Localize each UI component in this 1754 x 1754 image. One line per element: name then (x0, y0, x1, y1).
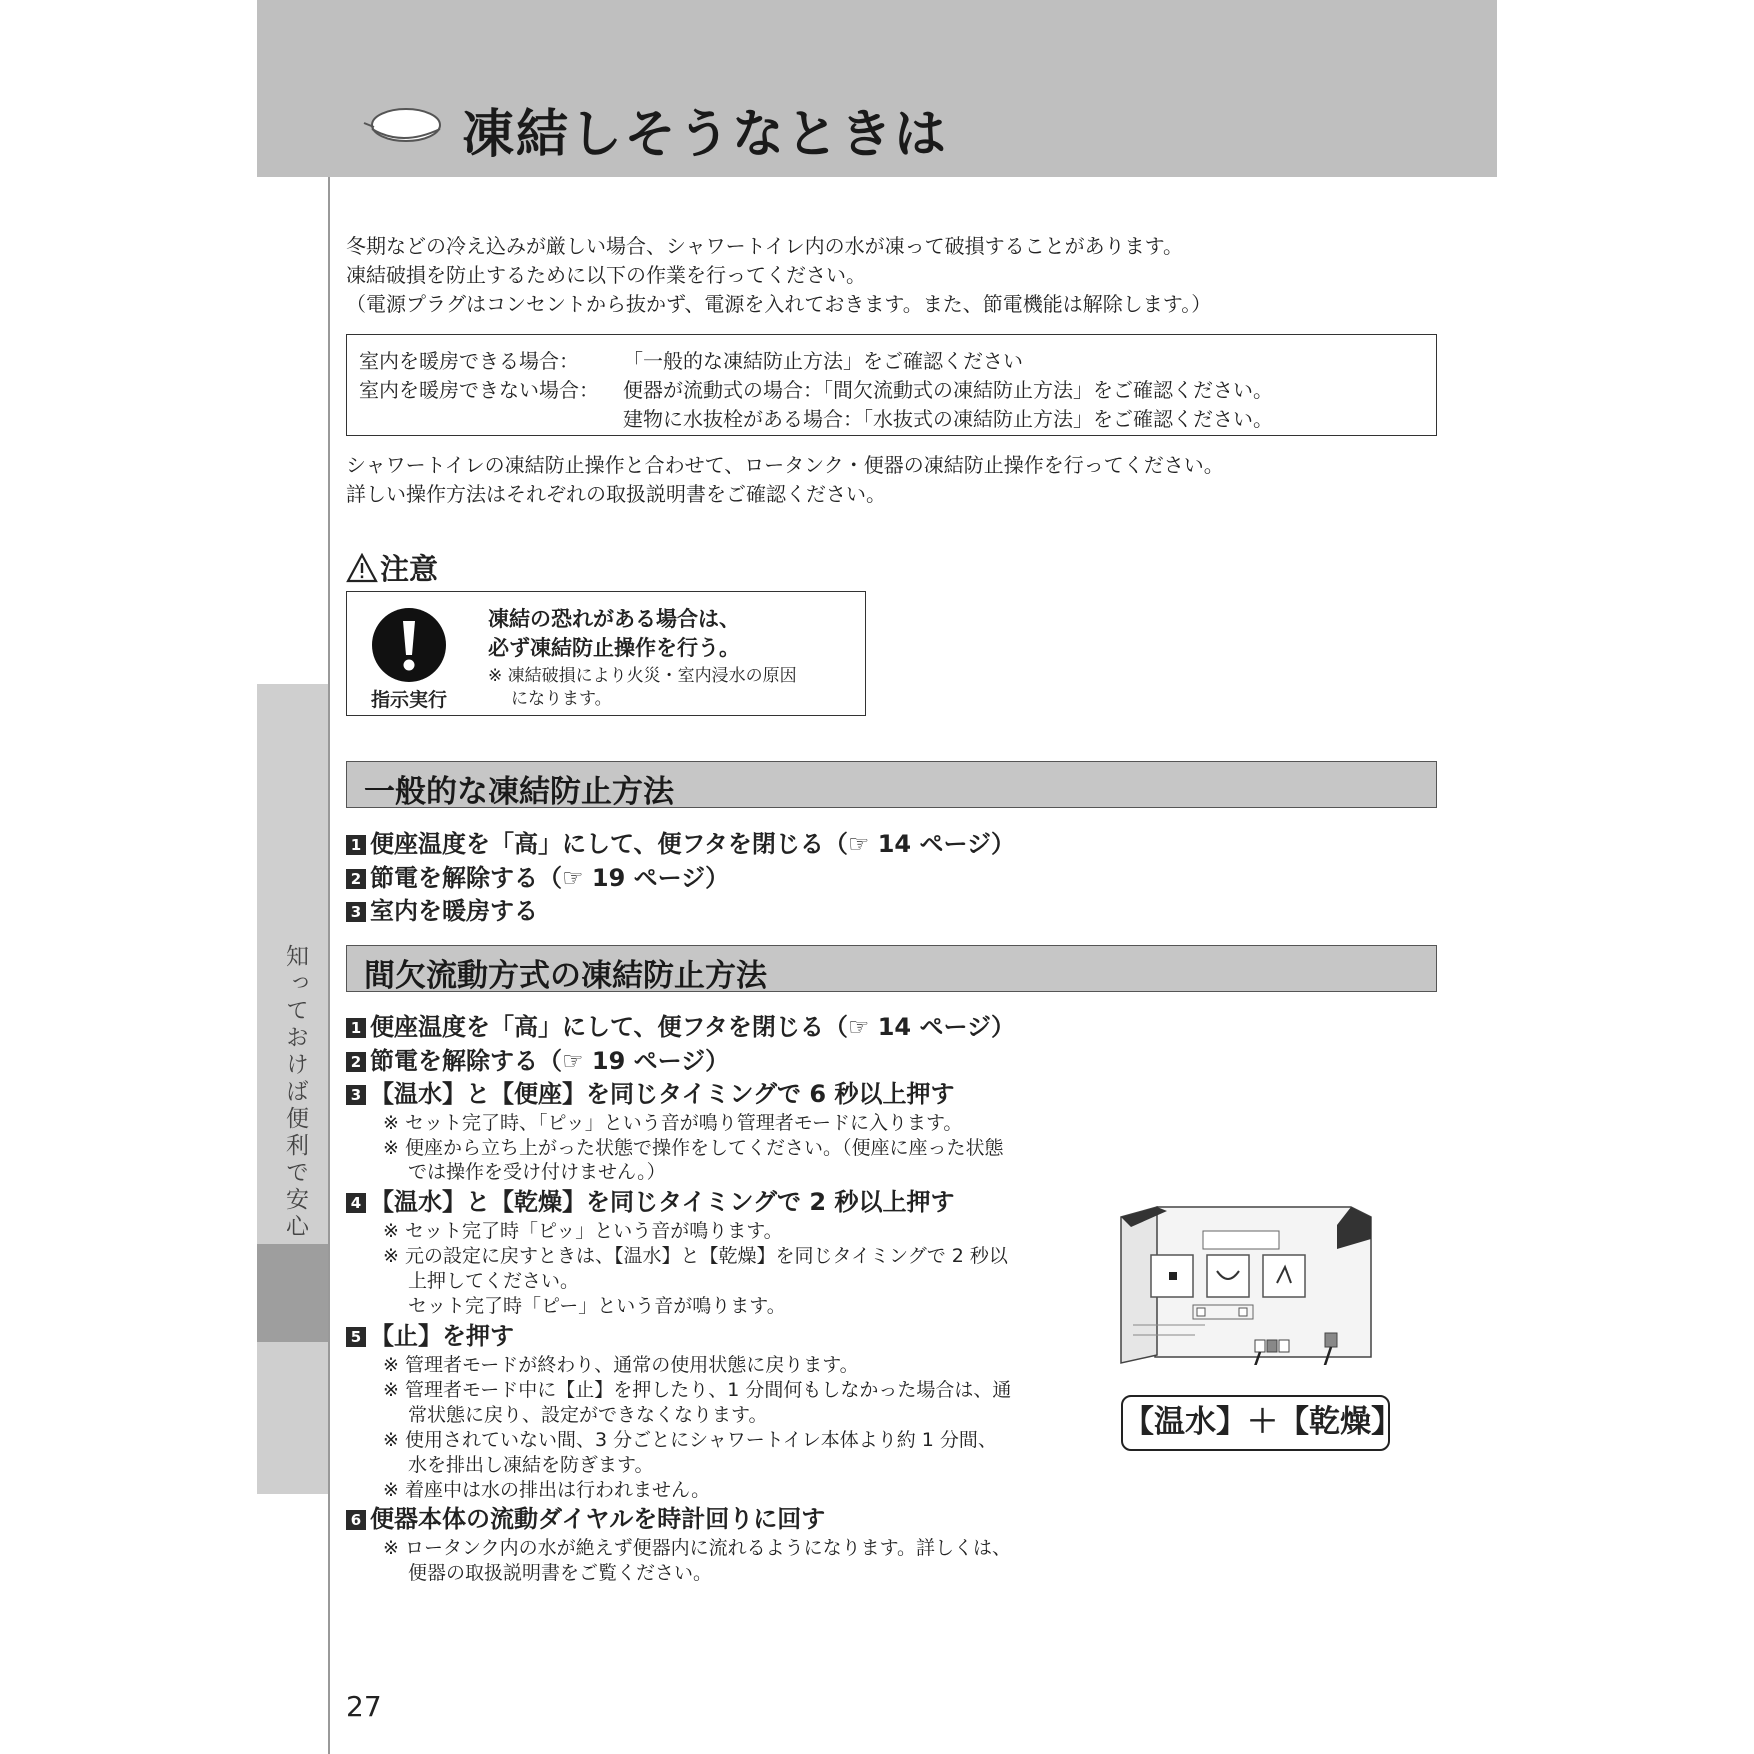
step4-note: セット完了時「ピー」という音が鳴ります。 (383, 1295, 786, 1317)
page-number: 27 (346, 1690, 382, 1723)
note-line: 詳しい操作方法はそれぞれの取扱説明書をご確認ください。 (346, 482, 886, 506)
intermittent-step-3 (346, 1074, 954, 1109)
step-number: 3 (346, 1085, 366, 1105)
step6-note: 便器の取扱説明書をご覧ください。 (383, 1562, 713, 1584)
operation-note (346, 451, 1224, 509)
step-number: 2 (346, 869, 366, 889)
caution-box (346, 591, 866, 716)
side-tab-label: 知っておけば便利で安心 (282, 944, 308, 1241)
step-number: 6 (346, 1510, 366, 1530)
intro-line: （電源プラグはコンセントから抜かず、電源を入れておきます。また、節電機能は解除します。） (346, 292, 1212, 316)
caution-line1: 凍結の恐れがある場合は、 (488, 607, 740, 631)
section-title: 一般的な凍結防止方法 (364, 774, 674, 810)
step6-note: ※ ロータンク内の水が絶えず便器内に流れるようになります。詳しくは、 (383, 1537, 1012, 1559)
step4-note: ※ 元の設定に戻すときは、【温水】と【乾燥】を同じタイミングで 2 秒以 (383, 1245, 1008, 1267)
step-text: 【止】を押す (370, 1322, 514, 1350)
info-row1-text: 「一般的な凍結防止方法」をご確認ください (623, 349, 1023, 373)
step-text: 便器本体の流動ダイヤルを時計回りに回す (370, 1505, 826, 1533)
page-title: 凍結しそうなときは (462, 105, 949, 165)
caution-line2: 必ず凍結防止操作を行う。 (488, 636, 740, 660)
info-row2-text: 便器が流動式の場合：「間欠流動式の凍結防止方法」をご確認ください。 (623, 378, 1273, 402)
left-rule (328, 177, 330, 1754)
intermittent-step-1 (346, 1007, 1015, 1042)
step5-note: ※ 管理者モード中に【止】を押したり、1 分間何もしなかった場合は、通 (383, 1379, 1012, 1401)
caution-icon-label: 指示実行 (371, 689, 448, 711)
caution-heading (346, 547, 438, 588)
toilet-seat-icon (362, 103, 442, 149)
step-text: 【温水】と【便座】を同じタイミングで 6 秒以上押す (370, 1080, 955, 1108)
intro-line: 冬期などの冷え込みが厳しい場合、シャワートイレ内の水が凍って破損することがあります。 (346, 234, 1183, 258)
step-number: 1 (346, 1018, 366, 1038)
step-number: 2 (346, 1052, 366, 1072)
step5-note: ※ 使用されていない間、3 分ごとにシャワートイレ本体より約 1 分間、 (383, 1429, 997, 1451)
intermittent-step-5 (346, 1316, 514, 1351)
step5-note: ※ 着座中は水の排出は行われません。 (383, 1479, 711, 1501)
caution-note1: ※ 凍結破損により火災・室内浸水の原因 (488, 666, 797, 686)
step-text: 【温水】と【乾燥】を同じタイミングで 2 秒以上押す (370, 1188, 955, 1216)
info-row1-label: 室内を暖房できる場合： (359, 349, 579, 373)
step5-note: ※ 管理者モードが終わり、通常の使用状態に戻ります。 (383, 1354, 859, 1376)
info-row2-label: 室内を暖房できない場合： (359, 378, 599, 402)
step3-note: ※ 便座から立ち上がった状態で操作をしてください。（便座に座った状態 (383, 1137, 1004, 1159)
general-step-1 (346, 824, 1015, 859)
step4-note: 上押してください。 (383, 1270, 580, 1292)
intro-text (346, 232, 1211, 319)
intro-line: 凍結破損を防止するために以下の作業を行ってください。 (346, 263, 866, 287)
step5-note: 水を排出し凍結を防ぎます。 (383, 1454, 654, 1476)
step3-note: では操作を受け付けません。） (383, 1161, 666, 1183)
step-text: 便座温度を「高」にして、便フタを閉じる（☞ 14 ページ） (370, 1013, 1015, 1041)
caution-heading-text: 注意 (380, 552, 439, 586)
info-row3-text: 建物に水抜栓がある場合：「水抜式の凍結防止方法」をご確認ください。 (623, 407, 1273, 431)
remote-control-illustration (1115, 1205, 1385, 1365)
mandatory-action-icon (371, 607, 447, 683)
intermittent-step-6 (346, 1499, 825, 1534)
step-number: 4 (346, 1193, 366, 1213)
general-step-3 (346, 891, 538, 926)
side-tab-marker (257, 1244, 328, 1342)
info-box (346, 334, 1437, 436)
step-text: 便座温度を「高」にして、便フタを閉じる（☞ 14 ページ） (370, 830, 1015, 858)
warning-triangle-icon (346, 553, 378, 583)
section-intermittent-heading (346, 945, 1437, 992)
step4-note: ※ セット完了時「ピッ」という音が鳴ります。 (383, 1220, 783, 1242)
step5-note: 常状態に戻り、設定ができなくなります。 (383, 1404, 768, 1426)
step-text: 室内を暖房する (370, 897, 538, 925)
step-text: 節電を解除する（☞ 19 ページ） (370, 1047, 730, 1075)
section-title: 間欠流動方式の凍結防止方法 (364, 958, 767, 994)
step3-note: ※ セット完了時、「ピッ」という音が鳴り管理者モードに入ります。 (383, 1112, 963, 1134)
step-text: 節電を解除する（☞ 19 ページ） (370, 864, 730, 892)
intermittent-step-4 (346, 1182, 954, 1217)
intermittent-step-2 (346, 1041, 729, 1076)
step-number: 3 (346, 902, 366, 922)
step-number: 1 (346, 835, 366, 855)
caution-note2: になります。 (511, 689, 612, 709)
section-general-heading (346, 761, 1437, 808)
step-number: 5 (346, 1327, 366, 1347)
general-step-2 (346, 858, 729, 893)
note-line: シャワートイレの凍結防止操作と合わせて、ロータンク・便器の凍結防止操作を行ってください。 (346, 453, 1224, 477)
remote-button-label: 【温水】＋【乾燥】 (1121, 1395, 1390, 1451)
